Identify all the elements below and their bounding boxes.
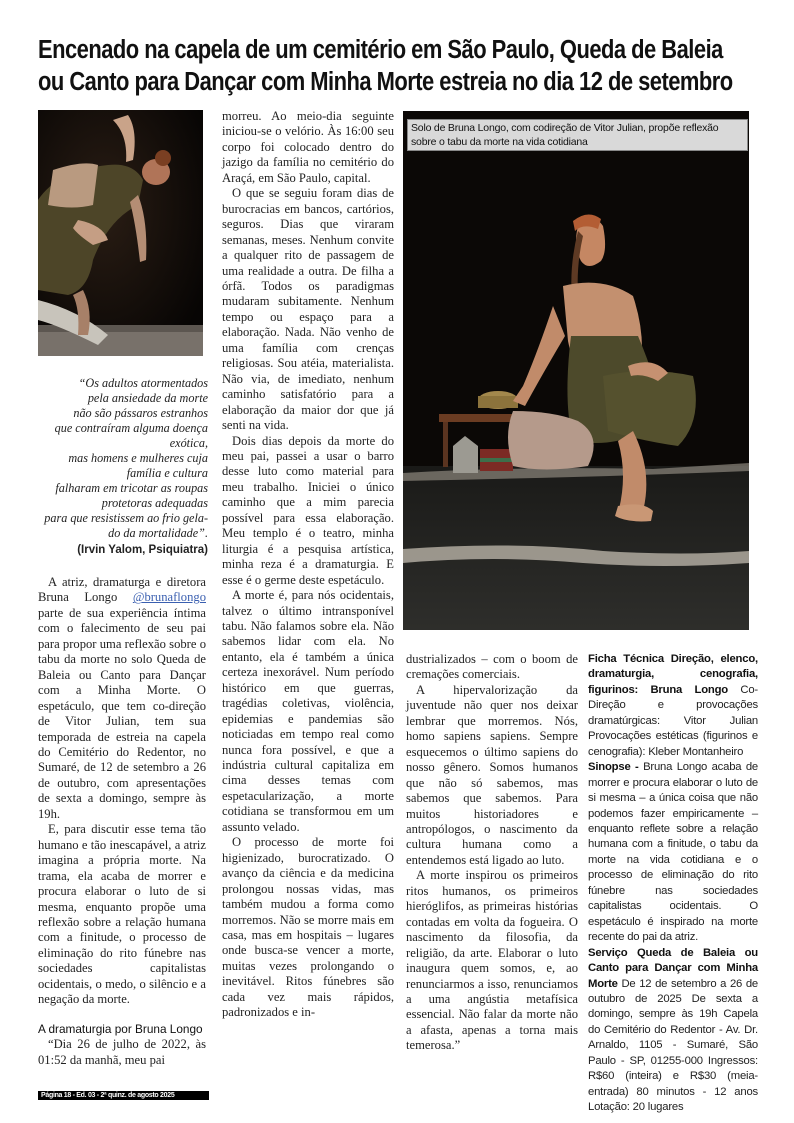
credits-label: Ficha Técnica Direção, elenco, dramaturgia, cenografia, figurinos: Bruna Longo: [588, 653, 758, 696]
article-paragraph-continued: dustrializados – com o boom de cremações comerciais.: [406, 652, 578, 682]
article-paragraph: A atriz, dramaturga e diretora Bruna Longo @brunaflongo parte de sua experiência íntima com o falecimento de seu pai para propor uma reflexão sobre o tabu da morte no solo Queda de Baleia ou Canto para Dançar com a Minha Morte. O espetáculo, que tem co-direção de Vitor Julian, tem sua temporada de estreia na capela do Cemitério do Redentor, no Sumaré, de 12 de setembro a 26 de outubro, com apresentações de sexta a domingo, sempre às 19h.: [38, 575, 206, 821]
credits-block: [588, 652, 758, 760]
article-column-2: [222, 109, 394, 1021]
article-paragraph: A morte inspirou os primeiros ritos humanos, os primeiros hieróglifos, as primeiras histórias contadas em volta da fogueira. O nascimento da filosofia, da religião, da arte. Elaborar o luto inaugura quem somos, e, ao renunciarmos a isso, renunciamos a uma angústia metafísica essencial. Não falar da morte não a afasta, apenas a torna mais temerosa.”: [406, 868, 578, 1053]
article-paragraph: E, para discutir esse tema tão humano e tão inescapável, a atriz imagina a própria morte. Na trama, ela acaba de morrer e procura elaborar o luto de si mesma, enquanto propõe uma reflexão sobre a relação humana com a finitude, o processo de eliminação do rito fúnebre nas sociedades capitalistas ocidentais, o medo, o silêncio e a negação da morte.: [38, 822, 206, 1007]
page-folio: Página 18 - Ed. 03 - 2ª quinz. de agosto 2025: [38, 1091, 209, 1100]
article-column-3: [406, 652, 578, 1054]
info-sidebar: [588, 652, 758, 1116]
photo-actress-kneeling: [403, 111, 749, 630]
epigraph-line: pela ansiedade da morte: [87, 391, 208, 405]
epigraph-line: não são pássaros estranhos: [73, 406, 208, 420]
synopsis-block: [588, 760, 758, 945]
epigraph-line: mas homens e mulheres cuja: [68, 451, 208, 465]
service-text: De 12 de setembro a 26 de outubro de 2025 De sexta a domingo, sempre às 19h Capela do Cemitério do Redentor - Av. Dr. Arnaldo, 1105 - Sumaré, São Paulo - SP, 01255-000 Ingressos: R$60 (inteira) e R$30 (meia-entrada) 80 minutos - 12 anos Lotação: 20 lugares: [588, 977, 758, 1114]
epigraph-line: protetoras adequadas: [101, 496, 208, 510]
epigraph: [38, 376, 208, 558]
synopsis-text: Bruna Longo acaba de morrer e procura elaborar o luto de si mesma – a única coisa que não podemos fazer empiricamente – enquanto reflete sobre a relação humana com a finitude, o tabu da morte na vida cotidiana e o processo de eliminação do rito fúnebre nas sociedades capitalistas ocidentais. O espetáculo é inspirado na morte recente do pai da atriz.: [588, 761, 759, 944]
article-paragraph: A hipervalorização da juventude não quer nos deixar lembrar que morremos. Nós, homo sapiens sapiens. Sempre esquecemos o último sapiens do nosso gênero. Somos humanos que não só sabemos, mas sabemos que sabemos. Para muitos historiadores e antropólogos, o nascimento da cultura humana como a entendemos está ligado ao luto.: [406, 682, 578, 867]
epigraph-line: falharam em tricotar as roupas: [55, 481, 208, 495]
service-label: Serviço Queda de Baleia ou Canto para Dançar com Minha Morte: [588, 946, 758, 990]
epigraph-line: para que resistissem ao frio gela-: [44, 511, 208, 525]
service-block: [588, 946, 758, 1116]
article-column-1: [38, 575, 206, 1068]
headline-line-2: ou Canto para Dançar com Minha Morte estreia no dia 12 de setembro: [38, 68, 733, 96]
headline: [38, 34, 769, 98]
instagram-handle-link[interactable]: @brunaflongo: [132, 590, 206, 605]
headline-line-1: Encenado na capela de um cemitério em São Paulo, Queda de Baleia: [38, 36, 723, 64]
epigraph-line: do da mortalidade”.: [108, 526, 208, 540]
photo-caption: Solo de Bruna Longo, com codireção de Vitor Julian, propõe reflexão sobre o tabu da morte na vida cotidiana: [407, 119, 748, 151]
epigraph-line: que contraíram alguma doença: [54, 421, 208, 435]
epigraph-author: (Irvin Yalom, Psiquiatra): [77, 544, 208, 556]
epigraph-line: família e cultura: [126, 466, 208, 480]
article-paragraph: A morte é, para nós ocidentais, talvez o último intransponível tabu. Não falamos sobre ela. Não sabemos lidar com ela. No entanto, ela é também a única certeza inexorável. Num período histórico em que guerras, tragédias coletivas, violência, epidemias e pandemias são noticiadas em tempo real como nunca fora possível, e que a indústria cultural capitaliza em cima desses temas com espetacularização, a morte cotidiana se transformou em um assunto velado.: [222, 588, 394, 834]
credits-text: Co-Direção e provocações dramatúrgicas: Vitor Julian Provocações estéticas (figurinos e cenografia): Kleber Montanheiro: [588, 683, 758, 758]
article-paragraph: “Dia 26 de julho de 2022, às 01:52 da manhã, meu pai: [38, 1037, 206, 1067]
synopsis-label: Sinopse -: [588, 761, 639, 774]
photo-dancer-bending: [38, 110, 203, 356]
epigraph-line: “Os adultos atormentados: [78, 376, 208, 390]
article-paragraph: Dois dias depois da morte do meu pai, passei a usar o barro desse luto como material para meu trabalho. Iniciei o único caminho que a mim parecia possível para essa elaboração. Meu templo é o teatro, minha liturgia é a pesquisa artística, minha reza é a dramaturgia. E esse é o germe deste espetáculo.: [222, 433, 394, 587]
article-paragraph: O processo de morte foi higienizado, burocratizado. O avanço da ciência e da medicina prolongou nossas vidas, mas também mudou a forma como morremos. Não se morre mais em casa, mas em hospitais – lugares onde busca-se vencer a morte, muitas vezes prolongando o inevitável. Ritos fúnebres são cada vez mais rápidos, padronizados e in-: [222, 835, 394, 1020]
article-paragraph: O que se seguiu foram dias de burocracias em bancos, cartórios, seguros. Dias que viraram semanas, meses. Nenhum convite a qualquer rito de passagem de uma realidade a outra. De filha a órfã. Todos os paradigmas mudaram subitamente. Nenhum tempo ou espaço para a elaboração. Nada. Não venho de uma família com crenças religiosas. Sou atéia, materialista. Não via, de imediato, nenhum caminho satisfatório para a elaboração da maior dor que já senti na vida.: [222, 186, 394, 433]
article-paragraph-continued: morreu. Ao meio-dia seguinte iniciou-se o velório. Às 16:00 seu corpo foi colocado dentro do jazigo da família no cemitério do Araçá, em São Paulo, capital.: [222, 109, 394, 185]
section-subhead: A dramaturgia por Bruna Longo: [38, 1021, 203, 1036]
epigraph-line: exótica,: [169, 436, 208, 450]
